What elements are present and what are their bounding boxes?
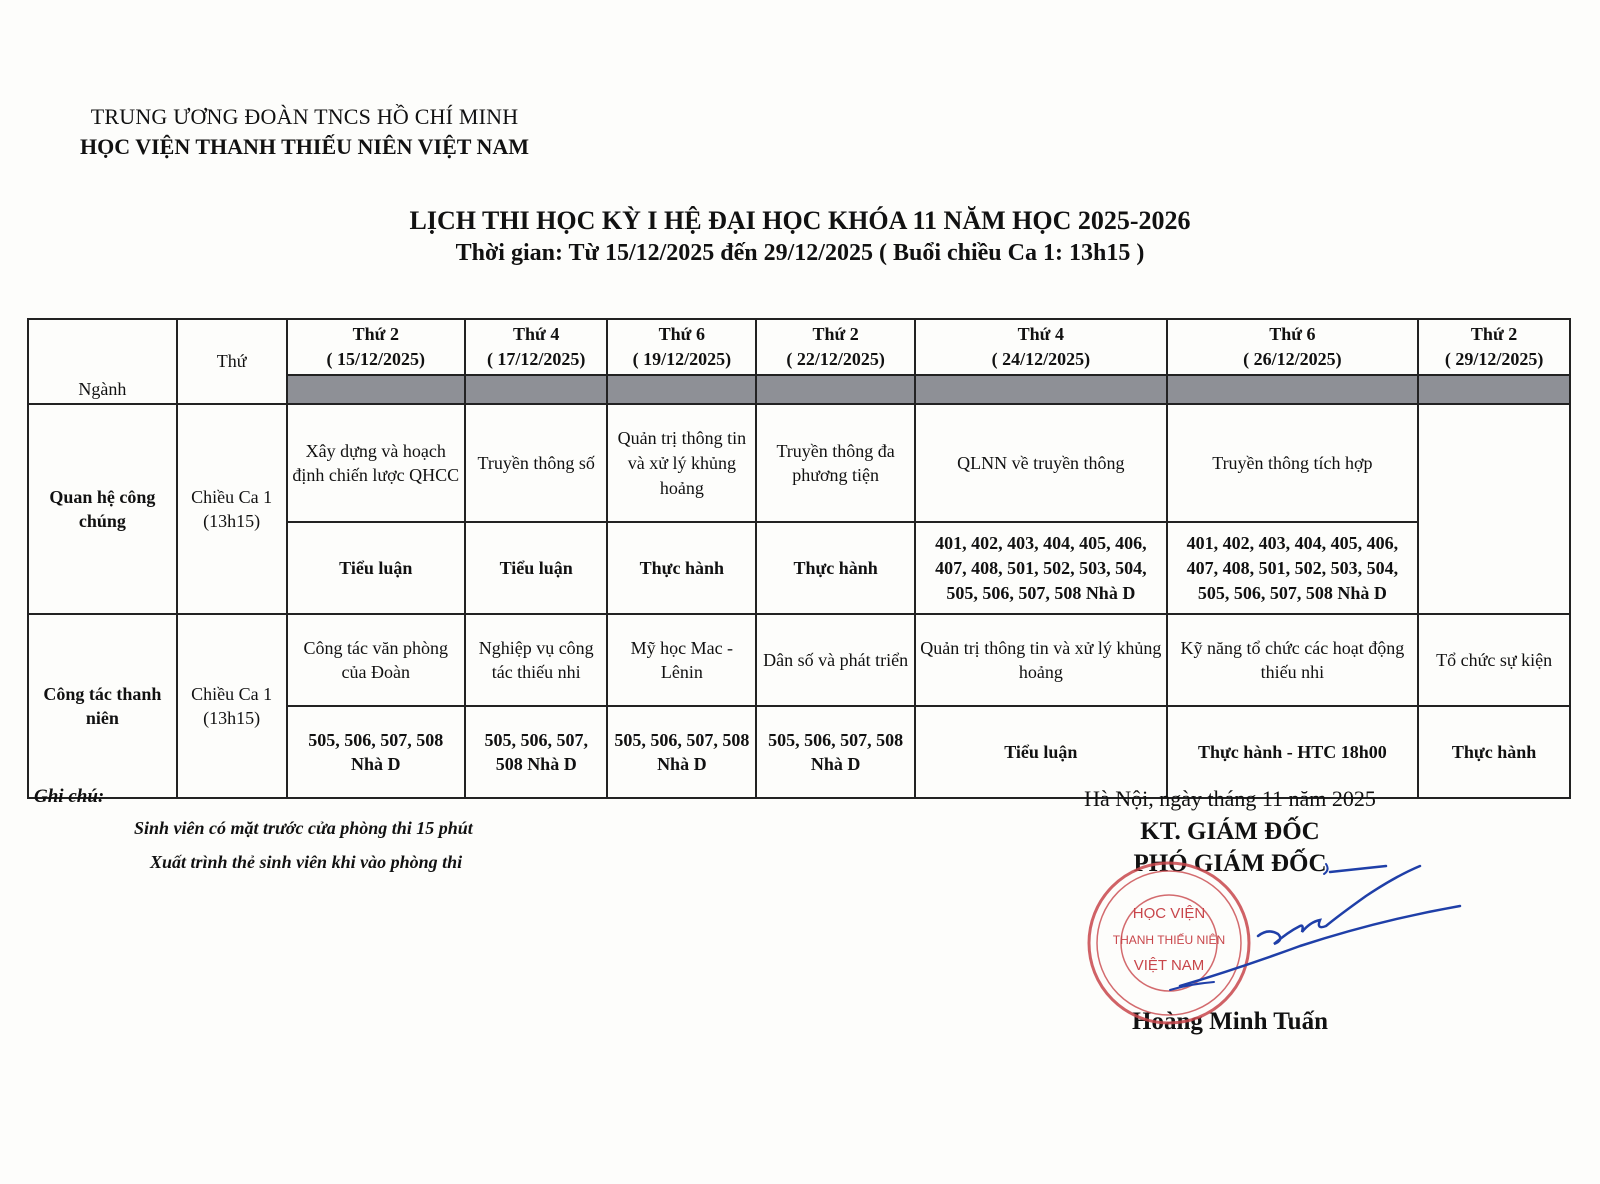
day-header [465, 319, 608, 375]
table-row [28, 404, 1570, 522]
shaded-cell [607, 375, 756, 405]
subject-cell: Tổ chức sự kiện [1418, 614, 1570, 706]
day-label: Thứ 2 [1470, 324, 1518, 344]
form-cell: Thực hành [1418, 706, 1570, 798]
room-cell: 401, 402, 403, 404, 405, 406, 407, 408, 501, 502, 503, 504, 505, 506, 507, 508 Nhà D [1167, 522, 1419, 614]
col-thu-header: Thứ [177, 319, 287, 404]
form-cell: Tiểu luận [287, 522, 465, 614]
room-cell: 505, 506, 507, 508 Nhà D [287, 706, 465, 798]
form-cell: Thực hành - HTC 18h00 [1167, 706, 1419, 798]
room-cell: 505, 506, 507, 508 Nhà D [756, 706, 915, 798]
seal-text-line: VIỆT NAM [1133, 957, 1205, 974]
notes-label: Ghi chú: [34, 786, 105, 807]
title-line-2: Thời gian: Từ 15/12/2025 đến 29/12/2025 ( Buổi chiều Ca 1: 13h15 ) [455, 240, 1145, 266]
header-row [28, 319, 1570, 375]
day-label: Thứ 2 [352, 324, 399, 344]
room-cell: 505, 506, 507, 508 Nhà D [465, 706, 608, 798]
day-header [1418, 319, 1570, 375]
day-date: ( 24/12/2025) [991, 348, 1091, 369]
subject-cell: Dân số và phát triển [756, 614, 915, 706]
form-cell: Thực hành [756, 522, 915, 614]
signer-role-1: KT. GIÁM ĐỐC [1140, 818, 1320, 845]
major-cell: Quan hệ công chúng [28, 404, 177, 614]
form-cell: Tiểu luận [465, 522, 608, 614]
day-label: Thứ 2 [812, 324, 859, 344]
subject-cell: Kỹ năng tổ chức các hoạt động thiếu nhi [1167, 614, 1419, 706]
day-label: Thứ 4 [513, 324, 560, 344]
corner-cell [28, 319, 177, 375]
day-header [756, 319, 915, 375]
seal-text-line: THANH THIẾU NIÊN [1112, 933, 1226, 947]
day-header [607, 319, 756, 375]
shaded-cell [1418, 375, 1570, 405]
title-line-1: LỊCH THI HỌC KỲ I HỆ ĐẠI HỌC KHÓA 11 NĂM HỌC 2025-2026 [409, 206, 1191, 235]
document-title [0, 206, 1600, 267]
day-label: Thứ 6 [1269, 324, 1316, 344]
notes-section [34, 786, 473, 872]
place-date: Hà Nội, ngày tháng 11 năm 2025 [1084, 786, 1376, 811]
subject-cell: QLNN về truyền thông [915, 404, 1167, 522]
subject-cell: Quản trị thông tin và xử lý khủng hoảng [915, 614, 1167, 706]
day-date: ( 17/12/2025) [486, 348, 586, 369]
day-date: ( 29/12/2025) [1444, 348, 1544, 369]
day-header [1167, 319, 1419, 375]
session-cell: Chiều Ca 1 (13h15) [177, 404, 287, 614]
day-label: Thứ 4 [1017, 324, 1064, 344]
room-cell: 505, 506, 507, 508 Nhà D [607, 706, 756, 798]
day-header [287, 319, 465, 375]
day-date: ( 15/12/2025) [326, 348, 426, 369]
org-line-2: HỌC VIỆN THANH THIẾU NIÊN VIỆT NAM [80, 134, 530, 159]
subject-cell: Mỹ học Mac - Lênin [607, 614, 756, 706]
subject-cell: Công tác văn phòng của Đoàn [287, 614, 465, 706]
subject-cell: Truyền thông tích hợp [1167, 404, 1419, 522]
subject-cell-empty [1418, 404, 1570, 614]
shaded-cell [465, 375, 608, 405]
org-line-1: TRUNG ƯƠNG ĐOÀN TNCS HỒ CHÍ MINH [90, 104, 519, 129]
shaded-cell [756, 375, 915, 405]
session-cell: Chiều Ca 1 (13h15) [177, 614, 287, 798]
note-item: Sinh viên có mặt trước cửa phòng thi 15 phút [134, 818, 473, 838]
subject-cell: Nghiệp vụ công tác thiếu nhi [465, 614, 608, 706]
major-cell: Công tác thanh niên [28, 614, 177, 798]
document-header [80, 104, 529, 160]
subject-cell: Truyền thông đa phương tiện [756, 404, 915, 522]
day-date: ( 26/12/2025) [1243, 348, 1342, 369]
note-item: Xuất trình thẻ sinh viên khi vào phòng thi [150, 852, 463, 872]
shaded-cell [915, 375, 1167, 405]
form-cell: Tiểu luận [915, 706, 1167, 798]
day-date: ( 22/12/2025) [786, 348, 885, 369]
exam-schedule-table [27, 318, 1571, 799]
table-row [28, 614, 1570, 706]
handwritten-signature-icon [1140, 850, 1470, 1010]
subject-cell: Quản trị thông tin và xử lý khủng hoảng [607, 404, 756, 522]
shaded-cell [1167, 375, 1419, 405]
day-header [915, 319, 1167, 375]
col-nganh-header: Ngành [28, 375, 177, 405]
subject-cell: Truyền thông số [465, 404, 608, 522]
form-cell: Thực hành [607, 522, 756, 614]
signer-name: Hoàng Minh Tuấn [1132, 1008, 1328, 1035]
signer-role-2: PHÓ GIÁM ĐỐC [1133, 850, 1327, 877]
seal-text-line: HỌC VIỆN [1132, 905, 1206, 922]
day-label: Thứ 6 [658, 324, 705, 344]
day-date: ( 19/12/2025) [632, 348, 732, 369]
subject-cell: Xây dựng và hoạch định chiến lược QHCC [287, 404, 465, 522]
room-cell: 401, 402, 403, 404, 405, 406, 407, 408, 501, 502, 503, 504, 505, 506, 507, 508 Nhà D [915, 522, 1167, 614]
shaded-cell [287, 375, 465, 405]
